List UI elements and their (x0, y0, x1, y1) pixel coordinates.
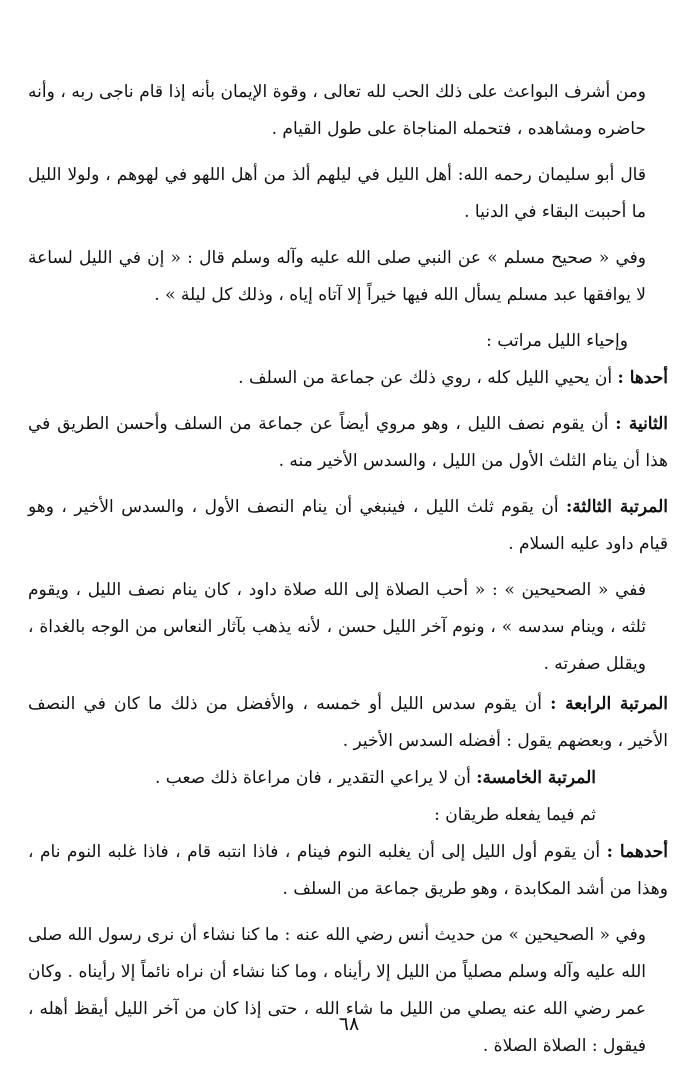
paragraph-sahihayn-dawud (28, 572, 668, 683)
paragraph-text: أن يقوم أول الليل إلى أن يغلبه النوم فينام ، فاذا انتبه قام ، فاذا غلبه النوم نام ، وهذا من أشد المكابدة ، وهو طريق جماعة من السلف . (28, 842, 668, 899)
paragraph-two-ways (28, 797, 668, 834)
page-number: ٦٨ (338, 1013, 360, 1035)
paragraph-text: ففي « الصحيحين » : « أحب الصلاة إلى الله صلاة داود ، كان ينام نصف الليل ، ويقوم ثلثه ، وينام سدسه » ، ونوم آخر الليل حسن ، لأنه يذهب بآثار النعاس من الوجه بالغداة ، ويقلل صفرته . (28, 580, 646, 674)
paragraph-level-one (28, 360, 668, 397)
paragraph-abu-sulayman (28, 157, 668, 231)
level-three-label: المرتبة الثالثة: (566, 497, 668, 517)
paragraph-text: وفي « الصحيحين » من حديث أنس رضي الله عنه : ما كنا نشاء أن نرى رسول الله صلى الله عليه وآله وسلم مصلياً من الليل إلا رأيناه ، وما كنا نشاء أن نراه نائماً إلا رأيناه . وكان عمر رضي الله عنه يصلي من الليل ما شاء الله ، حتى إذا كان من آخر الليل أيقظ أهله ، فيقول : الصلاة الصلاة . (28, 925, 646, 1056)
paragraph-text: ومن أشرف البواعث على ذلك الحب لله تعالى ، وقوة الإيمان بأنه إذا قام ناجى ربه ، وأنه حاضره ومشاهده ، فتحمله المناجاة على طول القيام . (28, 82, 646, 139)
paragraph-level-four (28, 686, 668, 760)
page-body (28, 74, 668, 1065)
paragraph-text: وإحياء الليل مراتب : (486, 331, 628, 351)
paragraph-level-three (28, 489, 668, 563)
paragraph-text: ثم فيما يفعله طريقان : (434, 805, 596, 825)
paragraph-levels-intro (28, 323, 668, 360)
paragraph-text: أن يقوم سدس الليل أو خمسه ، والأفضل من ذلك ما كان في النصف الأخير ، وبعضهم يقول : أفضله السدس الأخير . (28, 694, 668, 751)
paragraph-text: قال أبو سليمان رحمه الله: أهل الليل في ليلهم ألذ من أهل اللهو في لهوهم ، ولولا الليل ما أحببت البقاء في الدنيا . (28, 165, 646, 222)
paragraph-text: أن يقوم ثلث الليل ، فينبغي أن ينام النصف الأول ، والسدس الأخير ، وهو قيام داود عليه السلام . (28, 497, 668, 554)
paragraph-level-two (28, 406, 668, 480)
first-way-label: أحدهما : (606, 842, 669, 862)
paragraph-text: أن يقوم نصف الليل ، وهو مروي أيضاً عن جماعة من السلف وأحسن الطريق في هذا أن ينام الثلث الأول من الليل ، والسدس الأخير منه . (28, 414, 668, 471)
paragraph-level-five (28, 760, 668, 797)
level-four-label: المرتبة الرابعة : (550, 694, 668, 714)
paragraph-sahih-muslim (28, 240, 668, 314)
paragraph-anas-hadith (28, 917, 668, 1065)
paragraph-text: أن يحيي الليل كله ، روي ذلك عن جماعة من السلف . (238, 368, 613, 388)
level-five-label: المرتبة الخامسة: (476, 768, 596, 788)
paragraph-motivation (28, 74, 668, 148)
level-one-label: أحدها : (617, 368, 668, 388)
paragraph-first-way (28, 834, 668, 908)
level-two-label: الثانية : (615, 414, 669, 434)
paragraph-text: أن لا يراعي التقدير ، فان مراعاة ذلك صعب . (154, 768, 471, 788)
paragraph-text: وفي « صحيح مسلم » عن النبي صلى الله عليه وآله وسلم قال : « إن في الليل لساعة لا يوافقها عبد مسلم يسأل الله فيها خيراً إلا آتاه إياه ، وذلك كل ليلة » . (28, 248, 646, 305)
